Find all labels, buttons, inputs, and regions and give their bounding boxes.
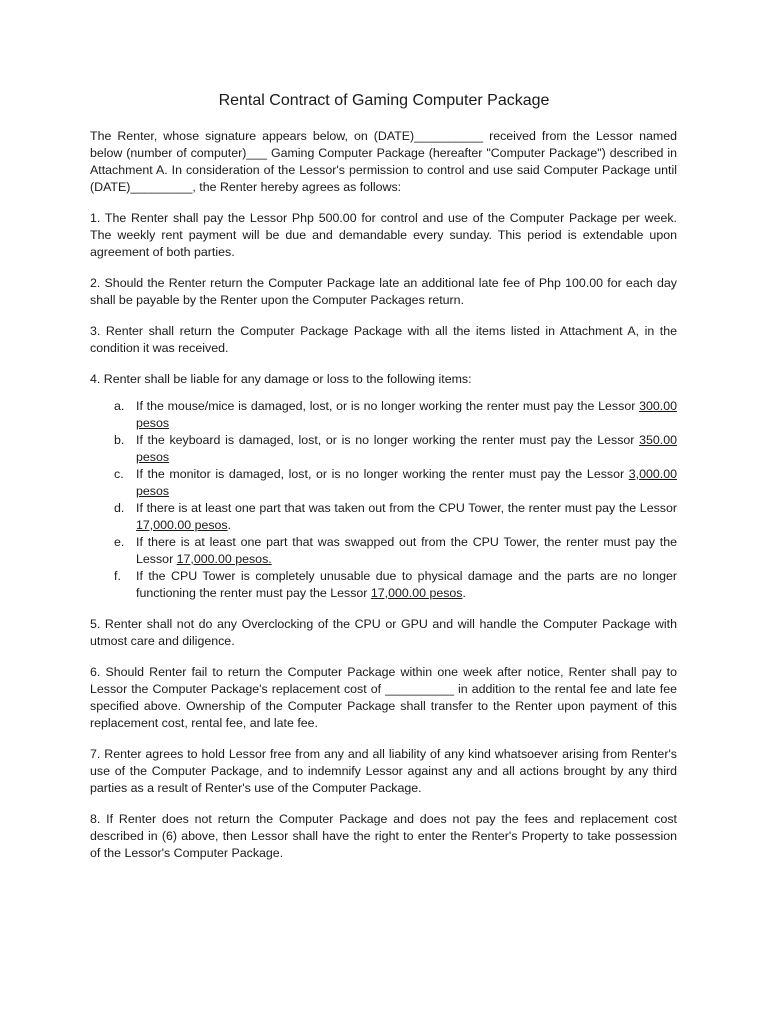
item-text: If the CPU Tower is completely unusable due to physical damage and the parts are no longer functioning the renter must pay the Lessor bbox=[136, 569, 677, 600]
item-text: If there is at least one part that was swapped out from the CPU Tower, the renter must pay the Lessor bbox=[136, 535, 677, 566]
clause-2: 2. Should the Renter return the Computer Package late an additional late fee of Php 100.00 for each day shall be payable by the Renter upon the Computer Packages return. bbox=[90, 276, 677, 307]
list-marker: c. bbox=[114, 467, 124, 481]
list-item bbox=[90, 500, 677, 534]
list-marker: a. bbox=[114, 399, 125, 413]
item-amount: 350.00 pesos bbox=[136, 433, 677, 464]
document-body bbox=[90, 128, 677, 876]
clause-5: 5. Renter shall not do any Overclocking of the CPU or GPU and will handle the Computer Package with utmost care and diligence. bbox=[90, 617, 677, 648]
list-marker: b. bbox=[114, 433, 125, 447]
clause-8: 8. If Renter does not return the Computer Package and does not pay the fees and replacement cost described in (6) above, then Lessor shall have the right to enter the Renter's Property to take possession of the Lessor's Computer Package. bbox=[90, 812, 677, 860]
clause-1: 1. The Renter shall pay the Lessor Php 500.00 for control and use of the Computer Package per week. The weekly rent payment will be due and demandable every sunday. This period is extendable upon agreement of both parties. bbox=[90, 211, 677, 259]
list-item bbox=[90, 466, 677, 500]
clause-4: 4. Renter shall be liable for any damage or loss to the following items: bbox=[90, 372, 472, 386]
list-marker: e. bbox=[114, 535, 125, 549]
item-text: If the monitor is damaged, lost, or is no longer working the renter must pay the Lessor bbox=[136, 467, 629, 481]
liability-items-list bbox=[90, 398, 677, 602]
item-text: If the keyboard is damaged, lost, or is no longer working the renter must pay the Lessor bbox=[136, 433, 640, 447]
item-text: If the mouse/mice is damaged, lost, or is no longer working the renter must pay the Lessor bbox=[136, 399, 640, 413]
list-item bbox=[90, 432, 677, 466]
item-tail: . bbox=[227, 518, 232, 532]
list-item bbox=[90, 534, 677, 568]
item-amount: 17,000.00 pesos. bbox=[176, 552, 272, 566]
item-amount: 300.00 pesos bbox=[136, 399, 677, 430]
item-text: If there is at least one part that was taken out from the CPU Tower, the renter must pay the Lessor bbox=[136, 501, 677, 515]
list-item bbox=[90, 398, 677, 432]
document-title: Rental Contract of Gaming Computer Package bbox=[218, 92, 550, 109]
item-tail: . bbox=[462, 586, 466, 600]
item-amount: 17,000.00 pesos bbox=[136, 518, 228, 532]
intro-paragraph: The Renter, whose signature appears below, on (DATE)__________ received from the Lessor named below (number of computer)___ Gaming Computer Package (hereafter "Computer Package") described in Attachment A. In consideration of the Lessor's permission to control and use said Computer Package until (DATE)_________, the Renter hereby agrees as follows: bbox=[90, 129, 677, 194]
list-marker: d. bbox=[114, 501, 125, 515]
list-item bbox=[90, 568, 677, 602]
item-amount: 3,000.00 pesos bbox=[136, 467, 677, 498]
item-amount: 17,000.00 pesos bbox=[370, 586, 463, 600]
clause-7: 7. Renter agrees to hold Lessor free from any and all liability of any kind whatsoever arising from Renter's use of the Computer Package, and to indemnify Lessor against any and all actions brought by any third parties as a result of Renter's use of the Computer Package. bbox=[90, 747, 677, 795]
clause-3: 3. Renter shall return the Computer Package Package with all the items listed in Attachment A, in the condition it was received. bbox=[90, 324, 677, 355]
clause-6: 6. Should Renter fail to return the Computer Package within one week after notice, Renter shall pay to Lessor the Computer Package's replacement cost of __________ in addition to the rental fee and late fee specified above. Ownership of the Computer Package shall transfer to the Renter upon payment of this replacement cost, rental fee, and late fee. bbox=[90, 665, 677, 730]
list-marker: f. bbox=[114, 569, 121, 583]
